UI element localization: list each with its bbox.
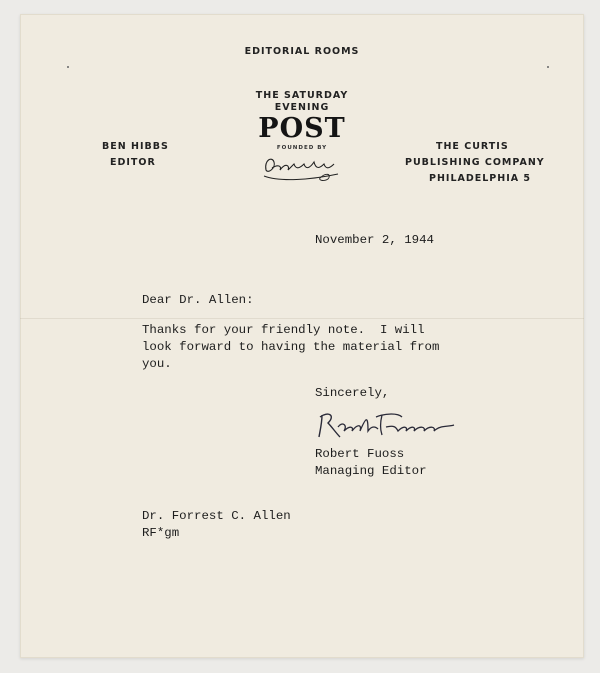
- body-line-3: you.: [142, 357, 172, 371]
- handwritten-signature: [316, 407, 466, 443]
- paper-speck: [547, 66, 549, 68]
- body-line-2: look forward to having the material from: [142, 340, 440, 354]
- typist-initials: RF*gm: [142, 526, 180, 540]
- letter-page: [20, 14, 584, 658]
- closing: Sincerely,: [315, 386, 390, 400]
- company-line3: PHILADELPHIA 5: [429, 173, 532, 184]
- fold-line: [20, 318, 584, 319]
- salutation: Dear Dr. Allen:: [142, 293, 254, 307]
- editor-title: EDITOR: [110, 157, 156, 168]
- company-line1: THE CURTIS: [436, 141, 509, 152]
- paper-speck: [67, 66, 69, 68]
- franklin-signature-logo: [260, 152, 342, 182]
- body-line-1: Thanks for your friendly note. I will: [142, 323, 425, 337]
- founded-by: FOUNDED BY: [276, 145, 328, 151]
- recipient: Dr. Forrest C. Allen: [142, 509, 291, 523]
- editor-name: BEN HIBBS: [102, 141, 169, 152]
- signer-title: Managing Editor: [315, 464, 427, 478]
- signer-name: Robert Fuoss: [315, 447, 405, 461]
- letter-date: November 2, 1944: [315, 233, 434, 247]
- letterhead-dept: EDITORIAL ROOMS: [244, 46, 360, 57]
- magazine-name: POST: [258, 113, 346, 144]
- magazine-line2: EVENING: [274, 102, 330, 113]
- company-line2: PUBLISHING COMPANY: [405, 157, 545, 168]
- magazine-line1: THE SATURDAY: [255, 90, 349, 101]
